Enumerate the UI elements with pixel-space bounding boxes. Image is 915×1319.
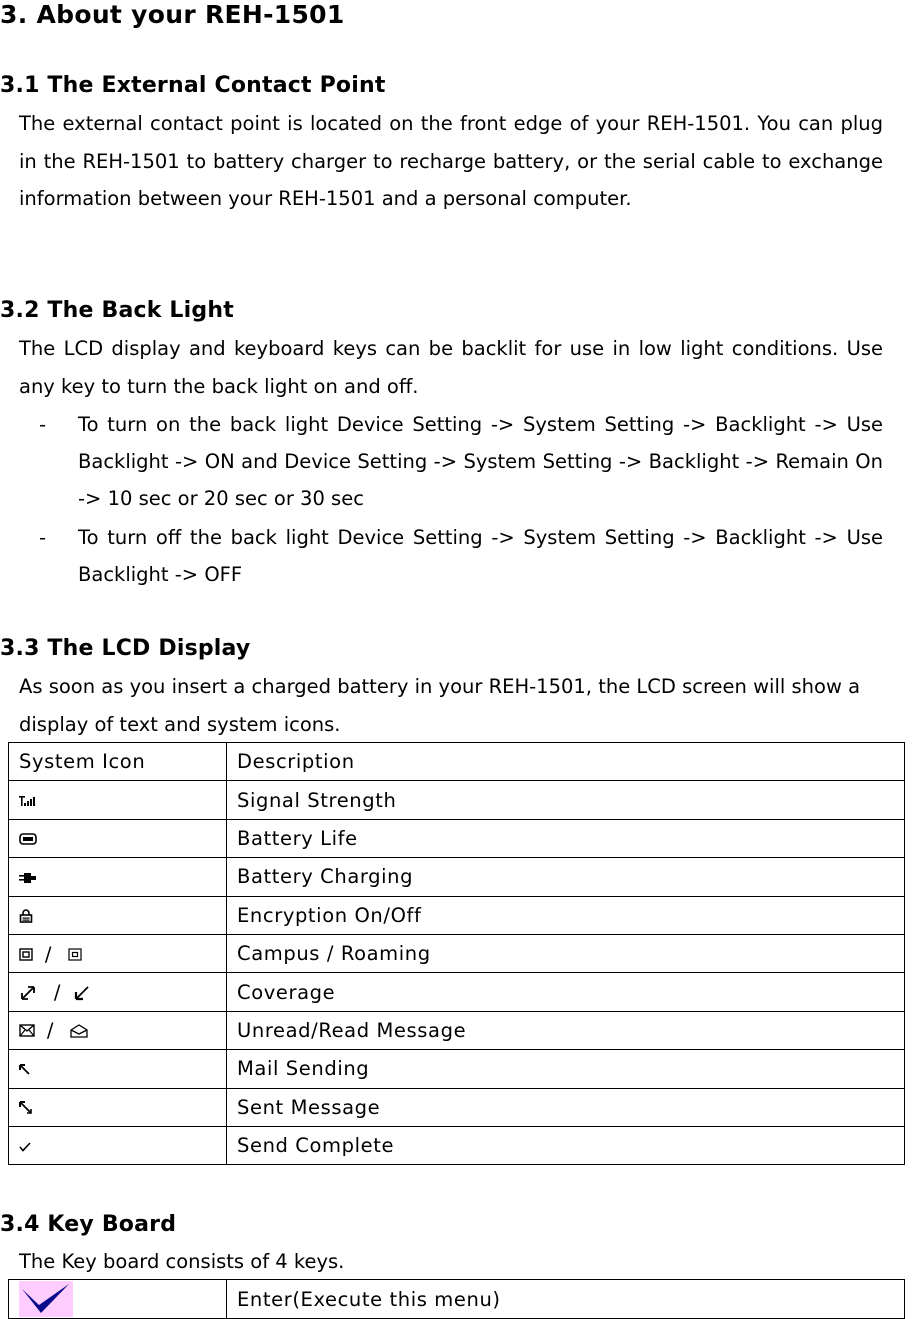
battery-life-icon	[19, 833, 37, 845]
section-heading-external-contact: 3.1 The External Contact Point	[0, 73, 386, 98]
table-row	[9, 819, 905, 857]
back-light-bullet-on	[19, 406, 883, 517]
table-cell-description: Encryption On/Off	[227, 896, 905, 934]
bullet-text: To turn on the back light Device Setting -> System Setting -> Backlight -> Use Backlight -> ON and Device Setting -> System Setting -> Backlight -> Remain On -> 10 sec or 20 sec or 30 sec	[78, 413, 883, 510]
table-header-row	[9, 743, 905, 781]
unread-message-icon	[19, 1024, 35, 1037]
table-cell-description: Battery Life	[227, 819, 905, 857]
encryption-lock-icon	[19, 909, 33, 923]
table-cell-description: Mail Sending	[227, 1050, 905, 1088]
table-row	[9, 858, 905, 896]
bullet-text: To turn off the back light Device Setting -> System Setting -> Backlight -> Use Backlight -> OFF	[78, 526, 883, 586]
table-cell-description: Send Complete	[227, 1126, 905, 1164]
table-row	[9, 1280, 905, 1319]
send-complete-check-icon	[19, 1142, 31, 1152]
campus-icon	[19, 948, 33, 961]
slash-separator: /	[46, 1019, 54, 1043]
table-row	[9, 973, 905, 1011]
bullet-dash: -	[39, 526, 47, 549]
table-cell-description: Campus / Roaming	[227, 934, 905, 972]
table-row	[9, 1050, 905, 1088]
section-heading-lcd-display: 3.3 The LCD Display	[0, 636, 251, 661]
enter-key-icon	[19, 1281, 73, 1317]
table-cell-description: Sent Message	[227, 1088, 905, 1126]
system-icon-table	[8, 742, 905, 1165]
table-header-system-icon: System Icon	[9, 743, 227, 781]
table-row	[9, 896, 905, 934]
table-header-description: Description	[227, 743, 905, 781]
table-cell-description: Battery Charging	[227, 858, 905, 896]
table-cell-description: Signal Strength	[227, 781, 905, 819]
sent-message-icon	[19, 1101, 33, 1115]
table-cell-description: Coverage	[227, 973, 905, 1011]
table-row	[9, 1088, 905, 1126]
read-message-icon	[70, 1024, 88, 1038]
table-cell-description: Unread/Read Message	[227, 1011, 905, 1049]
slash-separator: /	[53, 981, 61, 1005]
table-cell-description: Enter(Execute this menu)	[227, 1280, 905, 1319]
battery-charging-icon	[19, 872, 37, 884]
key-board-table	[8, 1279, 905, 1319]
table-row	[9, 781, 905, 819]
table-row	[9, 934, 905, 972]
page-title: 3. About your REH-1501	[0, 0, 345, 29]
back-light-bullet-off	[19, 519, 883, 593]
table-row	[9, 1126, 905, 1164]
coverage-out-icon	[73, 984, 91, 1002]
slash-separator: /	[44, 942, 52, 966]
back-light-paragraph: The LCD display and keyboard keys can be backlit for use in low light conditions. Use any key to turn the back light on and off.	[19, 337, 883, 398]
roaming-icon	[68, 948, 82, 961]
section-heading-key-board: 3.4 Key Board	[0, 1212, 177, 1237]
external-contact-paragraph: The external contact point is located on the front edge of your REH-1501. You can plug in the REH-1501 to battery charger to recharge battery, or the serial cable to exchange information between your REH-1501 and a personal computer.	[19, 112, 883, 210]
section-heading-back-light: 3.2 The Back Light	[0, 298, 234, 323]
coverage-in-icon	[19, 984, 37, 1002]
signal-strength-icon	[19, 795, 35, 807]
lcd-display-paragraph: As soon as you insert a charged battery in your REH-1501, the LCD screen will show a display of text and system icons.	[19, 675, 861, 736]
bullet-dash: -	[39, 413, 47, 436]
table-row	[9, 1011, 905, 1049]
key-board-paragraph: The Key board consists of 4 keys.	[19, 1250, 345, 1273]
mail-sending-icon	[19, 1064, 31, 1076]
